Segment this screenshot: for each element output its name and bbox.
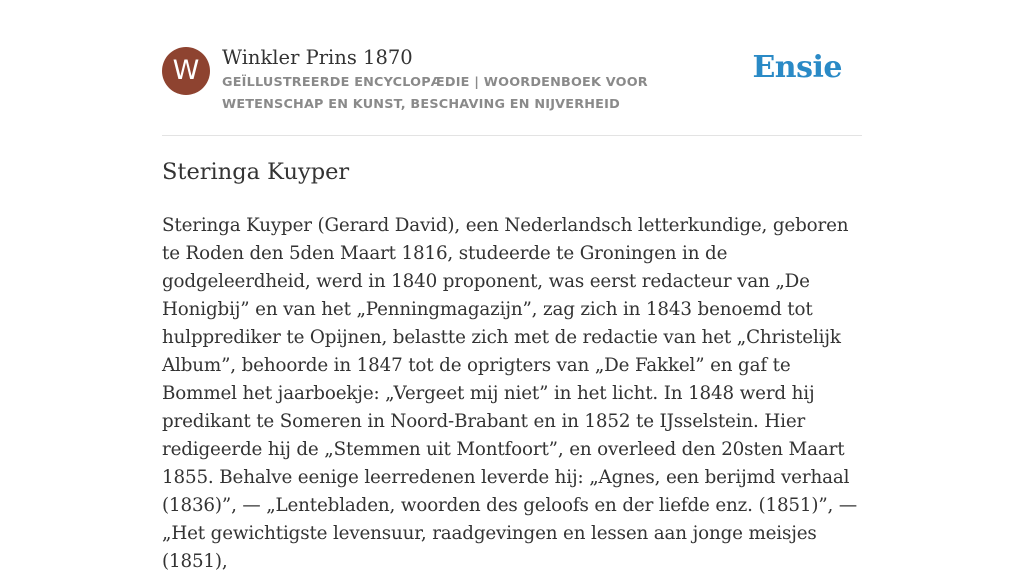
ensie-logo-link[interactable]: Ensie	[752, 50, 842, 85]
entry-body: Steringa Kuyper (Gerard David), een Nederlandsch letterkundige, geboren te Roden den 5den Maart 1816, studeerde te Groningen in de godgeleerdheid, werd in 1840 proponent, was eerst redacteur van „De Honigbij” en van het „Penningmagazijn”, zag zich in 1843 benoemd tot hulpprediker te Opijnen, belastte zich met de redactie van het „Christelijk Album”, behoorde in 1847 tot de oprigters van „De Fakkel” en gaf te Bommel het jaarboekje: „Vergeet mij niet” in het licht. In 1848 werd hij predikant te Someren in Noord-Brabant en in 1852 te IJsselstein. Hier redigeerde hij de „Stemmen uit Montfoort”, en overleed den 20sten Maart 1855. Behalve eenige leerredenen leverde hij: „Agnes, een berijmd verhaal (1836)”, — „Lentebladen, woorden des geloofs en der liefde enz. (1851)”, — „Het gewichtigste levensuur, raadgevingen en lessen aan jonge meisjes (1851),	[162, 215, 858, 572]
entry-title: Steringa Kuyper	[162, 159, 350, 185]
source-header	[162, 0, 862, 136]
page-container	[162, 0, 862, 572]
source-subtitle: GEÏLLUSTREERDE ENCYCLOPÆDIE | WOORDENBOEK VOOR WETENSCHAP EN KUNST, BESCHAVING EN NIJVERHEID	[222, 75, 648, 112]
source-title[interactable]: Winkler Prins 1870	[222, 46, 413, 69]
source-avatar[interactable]: W	[162, 47, 210, 95]
